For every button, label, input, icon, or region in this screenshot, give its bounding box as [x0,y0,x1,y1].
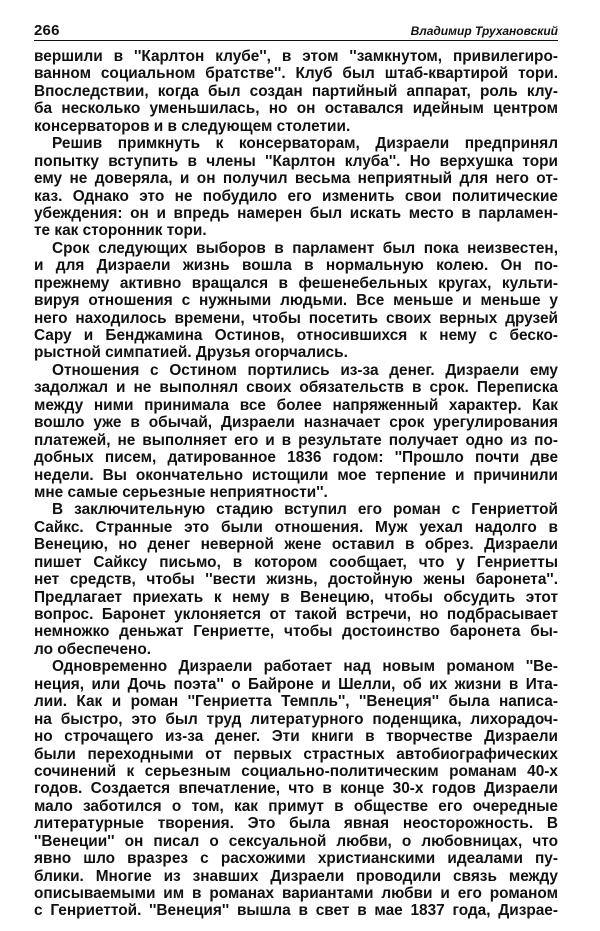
text-line: явно шло вразрез с расхожими христианскими идеалами пу- [34,850,558,868]
text-line: мне самые серьезные неприятности''. [34,483,328,501]
running-head-author: Владимир Трухановский [410,24,558,38]
paragraph [34,501,558,658]
text-line: консерваторов и в следующем столетии. [34,117,351,135]
text-line: между ними принимала все более напряженный характер. Как [34,396,558,414]
text-line: ванном социальном братстве''. Клуб был штаб-квартирой тори. [34,65,558,83]
text-line: вируя отношения с нужными людьми. Все меньше и меньше у [34,292,558,310]
text-line: вершили в ''Карлтон клубе'', в этом ''замкнутом, привилегиро- [34,48,558,65]
text-line: Предлагает приехать к нему в Венецию, чтобы обсудить этот [34,588,558,606]
text-line: неция, или Дочь поэта'' о Байроне и Шелли, об их жизни в Ита- [34,675,558,693]
text-line: добных писем, датированное 1836 годом: ''Прошло почти две [34,449,558,467]
text-line: и для Дизраели жизнь вошла в нормальную колею. Он по- [34,257,558,275]
text-line: убеждения: он и впредь намерен был искать место в парламен- [34,204,558,222]
text-line: Срок следующих выборов в парламент был пока неизвестен, [52,239,558,257]
text-line: Впоследствии, когда был создан партийный аппарат, роль клу- [34,82,558,100]
paragraph [34,362,558,502]
header-rule [34,40,558,41]
text-line: ему не доверяла, и он получил весьма неприятный для него от- [34,170,558,188]
text-line: недели. Вы окончательно истощили мое терпение и причинили [34,466,558,484]
text-line: Решив примкнуть к консерваторам, Дизраели предпринял [52,135,558,153]
text-line: нет средств, чтобы ''вести жизнь, достойную жены баронета''. [34,571,558,589]
text-line: пишет Сайксу письмо, в котором сообщает, что у Генриетты [34,553,558,571]
text-line: но строчащего из-за денег. Эти книги в творчестве Дизраели [34,728,558,746]
text-line: блики. Многие из знавших Дизраели проводили связь между [34,867,558,885]
text-line: Венецию, но денег неверной жене оставил в обрез. Дизраели [34,536,558,554]
text-line: Одновременно Дизраели работает над новым романом ''Ве- [52,658,558,676]
text-line: него находилось времени, чтобы посетить своих верных друзей [34,309,558,327]
text-line: В заключительную стадию вступил его роман с Генриеттой [52,501,558,519]
text-line: были переходными от первых страстных автобиографических [34,745,558,763]
text-line: сочинений к серьезным социально-политическим романам 40-х [34,762,558,780]
text-line: немножко деньжат Генриетте, чтобы достоинство баронета бы- [34,623,558,641]
page-header [34,22,558,40]
paragraph [34,658,558,920]
text-line: платежей, не выполняет его и в результате получает одно из по- [34,431,558,449]
text-line: рыстной симпатией. Друзья огорчались. [34,344,348,362]
text-line: Сайкс. Странные это были отношения. Муж уехал надолго в [34,518,558,536]
text-line: каз. Однако это не побудило его изменить свои политические [34,187,558,205]
body-text [34,48,558,920]
page-number: 266 [34,22,60,39]
text-line: Отношения с Остином портились из-за денег. Дизраели ему [52,361,558,379]
text-line: прежнему активно вращался в фешенебельных кругах, культи- [34,274,558,292]
paragraph [34,240,558,362]
text-line: годов. Создается впечатление, что в конце 30-х годов Дизраели [34,780,558,798]
text-line: ''Венеции'' он писал о сексуальной любви, о любовницах, что [34,832,558,850]
paragraph [34,135,558,240]
text-line: вопрос. Баронет уклоняется от такой встречи, но подбрасывает [34,606,558,623]
text-line: вошло уже в обычай, Дизраели назначает срок урегулирования [34,414,558,432]
text-line: на быстро, это был труд литературного поденщика, лихорадоч- [34,710,558,728]
text-line: описываемыми им в романах вариантами любви и его романом [34,885,558,902]
text-line: Сару и Бенджамина Остинов, относившихся к нему с беско- [34,327,558,344]
text-line: литературные творения. Это была явная неосторожность. В [34,815,558,833]
text-line: попытку вступить в члены ''Карлтон клуба''. Но верхушка тори [34,152,558,170]
text-line: ба несколько уменьшилась, но он оставался идейным центром [34,100,558,118]
text-line: лии. Как и роман ''Генриетта Темпль'', ''Венеция'' была написа- [34,693,558,711]
text-line: задолжал и не выполнял своих обязательств в срок. Переписка [34,379,558,397]
text-line: ло обеспечено. [34,640,152,658]
text-line: с Генриеттой. ''Венеция'' вышла в свет в мае 1837 года, Дизрае- [34,902,558,920]
text-line: мало заботился о том, как примут в обществе его очередные [34,797,558,815]
text-line: те как сторонник тори. [34,222,207,240]
paragraph [34,48,558,135]
